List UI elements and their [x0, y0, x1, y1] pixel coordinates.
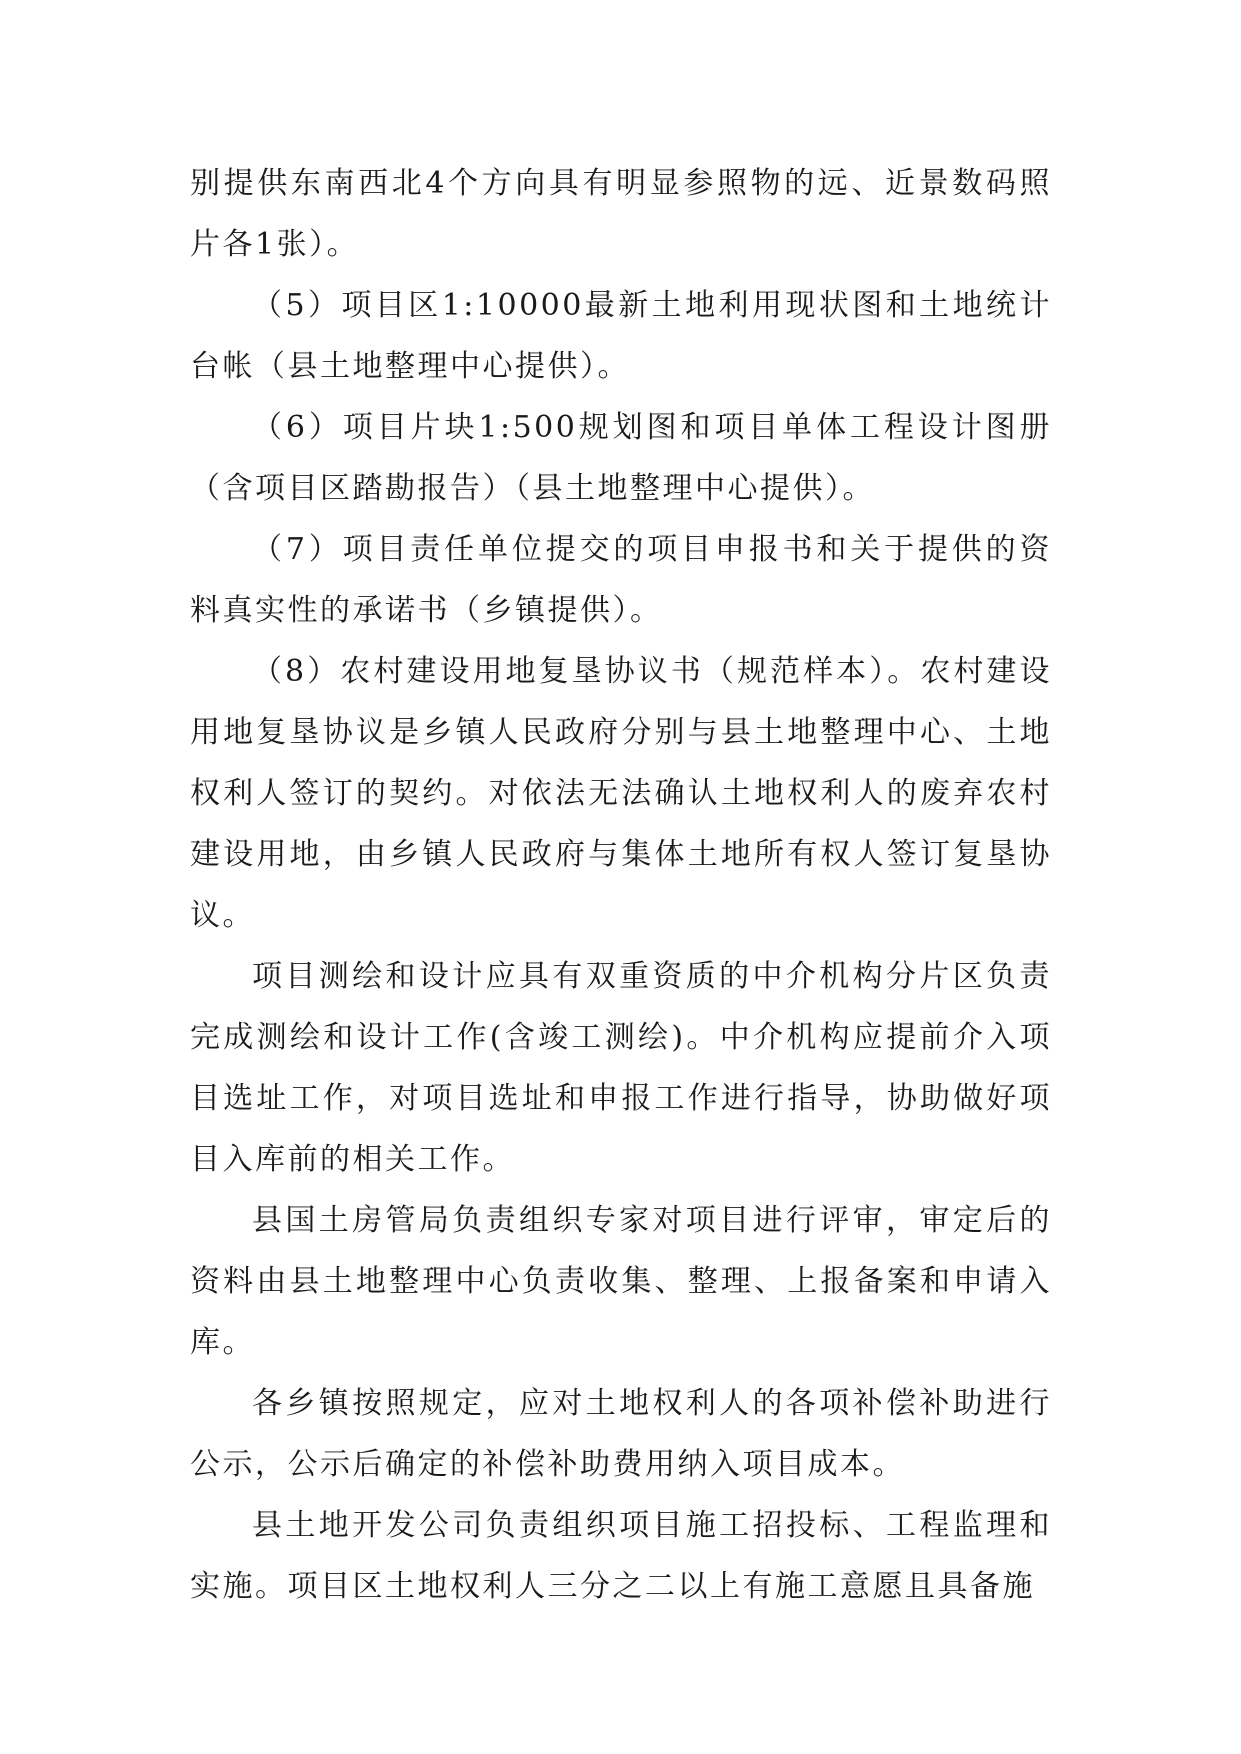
paragraph-item-6: （6）项目片块1:500规划图和项目单体工程设计图册（含项目区踏勘报告）（县土地整理中心提供）。 [190, 410, 1052, 506]
paragraph-item-8: （8）农村建设用地复垦协议书（规范样本）。农村建设用地复垦协议是乡镇人民政府分别与县土地整理中心、土地权利人签订的契约。对依法无法确认土地权利人的废弃农村建设用地，由乡镇人民政府与集体土地所有权人签订复垦协议。 [190, 654, 1052, 933]
paragraph-survey-design: 项目测绘和设计应具有双重资质的中介机构分片区负责完成测绘和设计工作(含竣工测绘)。中介机构应提前介入项目选址工作，对项目选址和申报工作进行指导，协助做好项目入库前的相关工作。 [190, 959, 1052, 1177]
paragraph-compensation: 各乡镇按照规定，应对土地权利人的各项补偿补助进行公示，公示后确定的补偿补助费用纳入项目成本。 [190, 1386, 1052, 1482]
paragraph-construction: 县土地开发公司负责组织项目施工招投标、工程监理和实施。项目区土地权利人三分之二以上有施工意愿且具备施 [190, 1508, 1052, 1604]
paragraph-continuation: 别提供东南西北4个方向具有明显参照物的远、近景数码照片各1张）。 [190, 166, 1052, 262]
paragraph-item-5: （5）项目区1:10000最新土地利用现状图和土地统计台帐（县土地整理中心提供）。 [190, 288, 1052, 384]
document-page [190, 153, 1052, 1617]
paragraph-item-7: （7）项目责任单位提交的项目申报书和关于提供的资料真实性的承诺书（乡镇提供）。 [190, 532, 1052, 628]
paragraph-review: 县国土房管局负责组织专家对项目进行评审，审定后的资料由县土地整理中心负责收集、整理、上报备案和申请入库。 [190, 1203, 1052, 1360]
